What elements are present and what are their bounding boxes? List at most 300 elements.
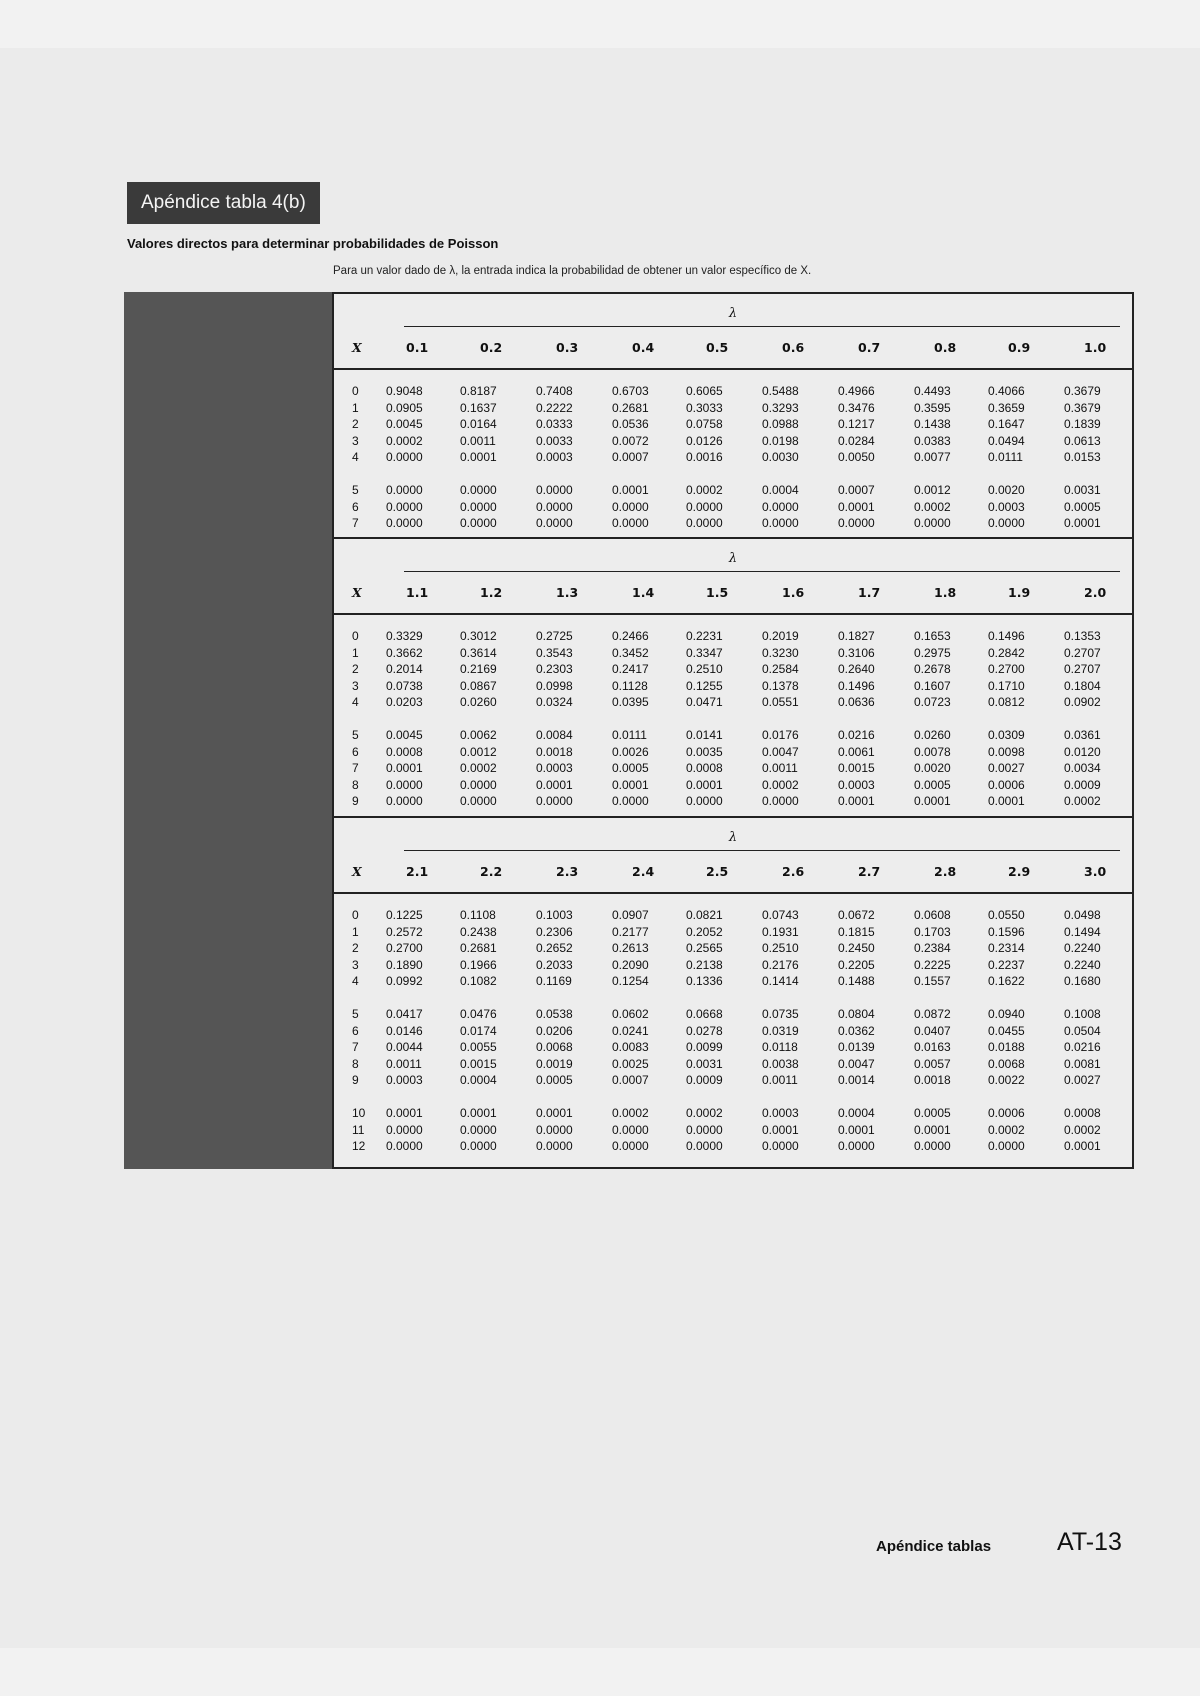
probability-cell: 0.2019: [762, 629, 799, 643]
probability-cell: 0.0000: [762, 1139, 799, 1154]
probability-cell: 0.0000: [686, 1139, 723, 1154]
probability-cell: 0.0047: [762, 744, 799, 759]
probability-cell: 0.1622: [988, 974, 1025, 989]
probability-cell: 0.1255: [686, 678, 723, 693]
lambda-header: 0.1: [406, 340, 429, 355]
probability-cell: 0.0000: [460, 516, 497, 531]
probability-cell: 0.0002: [762, 777, 799, 792]
table-row: [334, 646, 1132, 663]
probability-cell: 0.0174: [460, 1023, 497, 1038]
probability-cell: 0.0000: [762, 499, 799, 514]
probability-cell: 0.0055: [460, 1040, 497, 1055]
probability-cell: 0.0000: [762, 794, 799, 809]
x-value: 10: [352, 1106, 366, 1120]
x-value: 12: [352, 1139, 366, 1154]
probability-cell: 0.2700: [386, 941, 423, 956]
probability-cell: 0.0045: [386, 417, 423, 432]
probability-cell: 0.0068: [536, 1040, 573, 1055]
probability-cell: 0.0000: [386, 483, 423, 497]
lambda-header: 1.7: [858, 585, 881, 600]
probability-cell: 0.0000: [838, 1139, 875, 1154]
lambda-header: 1.1: [406, 585, 429, 600]
probability-cell: 0.3033: [686, 400, 723, 415]
probability-cell: 0.3293: [762, 400, 799, 415]
probability-cell: 0.2138: [686, 957, 723, 972]
probability-cell: 0.0000: [612, 499, 649, 514]
probability-cell: 0.0005: [914, 1106, 951, 1120]
probability-cell: 0.0309: [988, 728, 1025, 742]
probability-cell: 0.1003: [536, 908, 573, 922]
probability-cell: 0.2613: [612, 941, 649, 956]
probability-cell: 0.0011: [762, 1073, 798, 1088]
probability-cell: 0.3012: [460, 629, 497, 643]
probability-cell: 0.2303: [536, 662, 573, 677]
probability-cell: 0.0407: [914, 1023, 951, 1038]
probability-cell: 0.4066: [988, 384, 1025, 398]
footer-section-label: Apéndice tablas: [876, 1538, 992, 1555]
probability-cell: 0.0008: [686, 761, 723, 776]
probability-cell: 0.2205: [838, 957, 875, 972]
probability-cell: 0.2014: [386, 662, 423, 677]
lambda-header: 0.2: [480, 340, 503, 355]
probability-cell: 0.2169: [460, 662, 497, 677]
probability-cell: 0.2640: [838, 662, 875, 677]
probability-cell: 0.3679: [1064, 384, 1101, 398]
probability-cell: 0.0111: [612, 728, 647, 742]
lambda-symbol: λ: [728, 830, 738, 845]
lambda-header: 1.8: [934, 585, 957, 600]
probability-cell: 0.0002: [460, 761, 497, 776]
x-value: 1: [352, 924, 359, 939]
lambda-header: 2.7: [858, 864, 881, 879]
probability-cell: 0.2240: [1064, 941, 1101, 956]
x-column-header: X: [352, 864, 362, 879]
table-row: [334, 1024, 1132, 1041]
probability-cell: 0.0000: [914, 516, 951, 531]
poisson-table: [332, 292, 1134, 1169]
probability-cell: 0.0001: [914, 794, 951, 809]
probability-cell: 0.0015: [838, 761, 875, 776]
probability-cell: 0.0005: [536, 1073, 573, 1088]
probability-cell: 0.0098: [988, 744, 1025, 759]
probability-cell: 0.1496: [988, 629, 1025, 643]
table-subtitle: Valores directos para determinar probabilidades de Poisson: [127, 236, 499, 251]
probability-cell: 0.0031: [1064, 483, 1101, 497]
lambda-header: 2.4: [632, 864, 655, 879]
probability-cell: 0.1839: [1064, 417, 1101, 432]
probability-cell: 0.0000: [460, 1139, 497, 1154]
probability-cell: 0.0498: [1064, 908, 1101, 922]
probability-cell: 0.2510: [762, 941, 799, 956]
x-value: 6: [352, 499, 359, 514]
table-row: [334, 778, 1132, 795]
probability-cell: 0.1217: [838, 417, 875, 432]
probability-cell: 0.0188: [988, 1040, 1025, 1055]
table-row: [334, 417, 1132, 434]
probability-cell: 0.2231: [686, 629, 723, 643]
table-row: [334, 761, 1132, 778]
probability-cell: 0.0000: [762, 516, 799, 531]
probability-cell: 0.3614: [460, 645, 497, 660]
probability-cell: 0.0636: [838, 695, 875, 710]
probability-cell: 0.3679: [1064, 400, 1101, 415]
probability-cell: 0.1082: [460, 974, 497, 989]
probability-cell: 0.0319: [762, 1023, 799, 1038]
x-value: 7: [352, 761, 359, 776]
probability-cell: 0.0001: [988, 794, 1025, 809]
probability-cell: 0.0006: [988, 1106, 1025, 1120]
probability-cell: 0.0111: [988, 450, 1023, 465]
probability-cell: 0.1254: [612, 974, 649, 989]
probability-cell: 0.7408: [536, 384, 573, 398]
probability-cell: 0.0000: [386, 1122, 423, 1137]
probability-cell: 0.0902: [1064, 695, 1101, 710]
probability-cell: 0.0536: [612, 417, 649, 432]
probability-cell: 0.0333: [536, 417, 573, 432]
probability-cell: 0.1890: [386, 957, 423, 972]
probability-cell: 0.0000: [838, 516, 875, 531]
probability-cell: 0.0146: [386, 1023, 423, 1038]
probability-cell: 0.2681: [612, 400, 649, 415]
x-value: 1: [352, 645, 359, 660]
probability-cell: 0.0025: [612, 1056, 649, 1071]
probability-cell: 0.0324: [536, 695, 573, 710]
probability-cell: 0.0030: [762, 450, 799, 465]
x-value: 3: [352, 957, 359, 972]
probability-cell: 0.0001: [1064, 516, 1101, 531]
lambda-header: 2.3: [556, 864, 579, 879]
probability-cell: 0.0139: [838, 1040, 875, 1055]
probability-cell: 0.2052: [686, 924, 723, 939]
probability-cell: 0.0118: [762, 1040, 798, 1055]
probability-cell: 0.0005: [1064, 499, 1101, 514]
probability-cell: 0.0738: [386, 678, 423, 693]
probability-cell: 0.0735: [762, 1007, 799, 1021]
probability-cell: 0.0000: [536, 516, 573, 531]
lambda-header: 1.6: [782, 585, 805, 600]
table-row: [334, 679, 1132, 696]
probability-cell: 0.0099: [686, 1040, 723, 1055]
lambda-header: 2.8: [934, 864, 957, 879]
probability-cell: 0.0383: [914, 433, 951, 448]
lambda-header: 0.3: [556, 340, 579, 355]
probability-cell: 0.2240: [1064, 957, 1101, 972]
probability-cell: 0.0000: [536, 483, 573, 497]
x-column-header: X: [352, 585, 362, 600]
probability-cell: 0.0081: [1064, 1056, 1101, 1071]
probability-cell: 0.0000: [386, 777, 423, 792]
probability-cell: 0.0163: [914, 1040, 951, 1055]
probability-cell: 0.0016: [686, 450, 723, 465]
probability-cell: 0.0743: [762, 908, 799, 922]
probability-cell: 0.0821: [686, 908, 723, 922]
probability-cell: 0.1169: [536, 974, 572, 989]
lambda-header: 0.6: [782, 340, 805, 355]
probability-cell: 0.1827: [838, 629, 875, 643]
x-value: 8: [352, 1056, 359, 1071]
probability-cell: 0.0120: [1064, 744, 1101, 759]
probability-cell: 0.0000: [686, 499, 723, 514]
probability-cell: 0.0061: [838, 744, 875, 759]
probability-cell: 0.0471: [686, 695, 723, 710]
lambda-header: 1.9: [1008, 585, 1031, 600]
probability-cell: 0.0550: [988, 908, 1025, 922]
appendix-title: Apéndice tabla 4(b): [127, 182, 320, 224]
x-value: 6: [352, 744, 359, 759]
probability-cell: 0.0613: [1064, 433, 1101, 448]
probability-cell: 0.0001: [536, 777, 573, 792]
probability-cell: 0.0004: [838, 1106, 875, 1120]
probability-cell: 0.0011: [460, 433, 496, 448]
probability-cell: 0.0003: [536, 450, 573, 465]
table-row: [334, 483, 1132, 500]
probability-cell: 0.0012: [914, 483, 951, 497]
probability-cell: 0.8187: [460, 384, 497, 398]
table-row: [334, 1057, 1132, 1074]
x-value: 2: [352, 417, 359, 432]
probability-cell: 0.0002: [386, 433, 423, 448]
probability-cell: 0.0126: [686, 433, 723, 448]
probability-cell: 0.0015: [460, 1056, 497, 1071]
probability-cell: 0.0905: [386, 400, 423, 415]
probability-cell: 0.2176: [762, 957, 799, 972]
table-row: [334, 384, 1132, 401]
probability-cell: 0.0758: [686, 417, 723, 432]
probability-cell: 0.0001: [386, 1106, 423, 1120]
table-row: [334, 401, 1132, 418]
probability-cell: 0.0000: [386, 1139, 423, 1154]
x-value: 7: [352, 516, 359, 531]
table-row: [334, 1123, 1132, 1140]
probability-cell: 0.1710: [988, 678, 1025, 693]
probability-cell: 0.0872: [914, 1007, 951, 1021]
probability-cell: 0.3347: [686, 645, 723, 660]
probability-cell: 0.1653: [914, 629, 951, 643]
probability-cell: 0.0362: [838, 1023, 875, 1038]
x-value: 4: [352, 974, 359, 989]
x-value: 1: [352, 400, 359, 415]
probability-cell: 0.0012: [460, 744, 497, 759]
x-value: 9: [352, 794, 359, 809]
probability-cell: 0.0083: [612, 1040, 649, 1055]
probability-cell: 0.0988: [762, 417, 799, 432]
probability-cell: 0.0001: [460, 450, 497, 465]
probability-cell: 0.0723: [914, 695, 951, 710]
probability-cell: 0.0002: [686, 483, 723, 497]
probability-cell: 0.2681: [460, 941, 497, 956]
probability-cell: 0.1596: [988, 924, 1025, 939]
probability-cell: 0.2652: [536, 941, 573, 956]
table-row: [334, 629, 1132, 646]
probability-cell: 0.1966: [460, 957, 497, 972]
probability-cell: 0.1680: [1064, 974, 1101, 989]
probability-cell: 0.0668: [686, 1007, 723, 1021]
lambda-header: 1.5: [706, 585, 729, 600]
x-value: 5: [352, 483, 359, 497]
probability-cell: 0.0284: [838, 433, 875, 448]
probability-cell: 0.0007: [612, 450, 649, 465]
probability-cell: 0.0002: [1064, 794, 1101, 809]
table-row: [334, 450, 1132, 467]
probability-cell: 0.0455: [988, 1023, 1025, 1038]
header-rule: [334, 368, 1132, 370]
probability-cell: 0.0000: [988, 516, 1025, 531]
probability-cell: 0.0018: [536, 744, 573, 759]
table-caption: Para un valor dado de λ, la entrada indica la probabilidad de obtener un valor específico de X.: [333, 265, 812, 277]
probability-cell: 0.0000: [536, 1139, 573, 1154]
table-row: [334, 662, 1132, 679]
probability-cell: 0.0038: [762, 1056, 799, 1071]
probability-cell: 0.9048: [386, 384, 423, 398]
probability-cell: 0.0002: [988, 1122, 1025, 1137]
x-value: 9: [352, 1073, 359, 1088]
probability-cell: 0.0494: [988, 433, 1025, 448]
probability-cell: 0.0072: [612, 433, 649, 448]
probability-cell: 0.0000: [386, 516, 423, 531]
probability-cell: 0.2975: [914, 645, 951, 660]
table-row: [334, 1139, 1132, 1156]
lambda-header: 3.0: [1084, 864, 1107, 879]
probability-cell: 0.0045: [386, 728, 423, 742]
x-value: 0: [352, 908, 359, 922]
probability-cell: 0.2466: [612, 629, 649, 643]
probability-cell: 0.0009: [1064, 777, 1101, 792]
probability-cell: 0.0005: [914, 777, 951, 792]
probability-cell: 0.0551: [762, 695, 799, 710]
table-row: [334, 941, 1132, 958]
probability-cell: 0.0001: [612, 777, 649, 792]
table-row: [334, 1040, 1132, 1057]
lambda-header: 2.6: [782, 864, 805, 879]
probability-cell: 0.1414: [762, 974, 799, 989]
x-value: 4: [352, 695, 359, 710]
probability-cell: 0.0003: [988, 499, 1025, 514]
table-row: [334, 695, 1132, 712]
probability-cell: 0.0001: [386, 761, 423, 776]
probability-cell: 0.0003: [386, 1073, 423, 1088]
probability-cell: 0.0672: [838, 908, 875, 922]
probability-cell: 0.0008: [1064, 1106, 1101, 1120]
x-value: 6: [352, 1023, 359, 1038]
probability-cell: 0.0260: [460, 695, 497, 710]
probability-cell: 0.3452: [612, 645, 649, 660]
probability-cell: 0.0026: [612, 744, 649, 759]
probability-cell: 0.0019: [536, 1056, 573, 1071]
probability-cell: 0.2384: [914, 941, 951, 956]
probability-cell: 0.2707: [1064, 645, 1101, 660]
probability-cell: 0.1557: [914, 974, 951, 989]
x-value: 0: [352, 384, 359, 398]
lambda-header: 2.5: [706, 864, 729, 879]
probability-cell: 0.0014: [838, 1073, 875, 1088]
probability-cell: 0.0395: [612, 695, 649, 710]
probability-cell: 0.0000: [612, 516, 649, 531]
probability-cell: 0.0000: [988, 1139, 1025, 1154]
probability-cell: 0.2225: [914, 957, 951, 972]
x-value: 3: [352, 678, 359, 693]
lambda-symbol: λ: [728, 551, 738, 566]
probability-cell: 0.2700: [988, 662, 1025, 677]
table-row: [334, 958, 1132, 975]
probability-cell: 0.1108: [460, 908, 496, 922]
block-separator: [334, 537, 1132, 539]
probability-cell: 0.0538: [536, 1007, 573, 1021]
probability-cell: 0.2842: [988, 645, 1025, 660]
probability-cell: 0.2090: [612, 957, 649, 972]
probability-cell: 0.1931: [762, 924, 799, 939]
probability-cell: 0.0033: [536, 433, 573, 448]
table-row: [334, 974, 1132, 991]
table-row: [334, 1073, 1132, 1090]
probability-cell: 0.0001: [762, 1122, 799, 1137]
header-row: [334, 864, 1132, 882]
lambda-header: 1.0: [1084, 340, 1107, 355]
probability-cell: 0.0022: [988, 1073, 1025, 1088]
lambda-header: 1.2: [480, 585, 503, 600]
probability-cell: 0.0001: [536, 1106, 573, 1120]
probability-cell: 0.0002: [1064, 1122, 1101, 1137]
header-row: [334, 585, 1132, 603]
probability-cell: 0.0361: [1064, 728, 1101, 742]
x-value: 2: [352, 941, 359, 956]
probability-cell: 0.0203: [386, 695, 423, 710]
probability-cell: 0.0003: [838, 777, 875, 792]
probability-cell: 0.3595: [914, 400, 951, 415]
probability-cell: 0.0000: [536, 499, 573, 514]
probability-cell: 0.0000: [460, 794, 497, 809]
probability-cell: 0.0000: [386, 450, 423, 465]
probability-cell: 0.0031: [686, 1056, 723, 1071]
probability-cell: 0.0216: [1064, 1040, 1101, 1055]
probability-cell: 0.0077: [914, 450, 951, 465]
probability-cell: 0.0057: [914, 1056, 951, 1071]
probability-cell: 0.3230: [762, 645, 799, 660]
lambda-header: 2.2: [480, 864, 503, 879]
probability-cell: 0.0992: [386, 974, 423, 989]
probability-cell: 0.1225: [386, 908, 423, 922]
probability-cell: 0.0001: [460, 1106, 497, 1120]
probability-cell: 0.0000: [686, 1122, 723, 1137]
header-rule: [334, 892, 1132, 894]
probability-cell: 0.0000: [612, 1122, 649, 1137]
block-separator: [334, 816, 1132, 818]
probability-cell: 0.0020: [914, 761, 951, 776]
lambda-symbol: λ: [728, 306, 738, 321]
x-value: 0: [352, 629, 359, 643]
probability-cell: 0.2450: [838, 941, 875, 956]
probability-cell: 0.0002: [686, 1106, 723, 1120]
probability-cell: 0.0018: [914, 1073, 951, 1088]
lambda-header: 2.9: [1008, 864, 1031, 879]
table-row: [334, 434, 1132, 451]
probability-cell: 0.0000: [386, 794, 423, 809]
probability-cell: 0.2678: [914, 662, 951, 677]
probability-cell: 0.0608: [914, 908, 951, 922]
probability-cell: 0.1815: [838, 924, 875, 939]
probability-cell: 0.0003: [536, 761, 573, 776]
probability-cell: 0.0000: [536, 1122, 573, 1137]
probability-cell: 0.1804: [1064, 678, 1101, 693]
table-row: [334, 908, 1132, 925]
probability-cell: 0.1607: [914, 678, 951, 693]
lambda-header: 0.7: [858, 340, 881, 355]
probability-cell: 0.0002: [914, 499, 951, 514]
probability-cell: 0.2033: [536, 957, 573, 972]
probability-cell: 0.2510: [686, 662, 723, 677]
probability-cell: 0.1637: [460, 400, 497, 415]
table-row: [334, 728, 1132, 745]
lambda-header: 2.0: [1084, 585, 1107, 600]
